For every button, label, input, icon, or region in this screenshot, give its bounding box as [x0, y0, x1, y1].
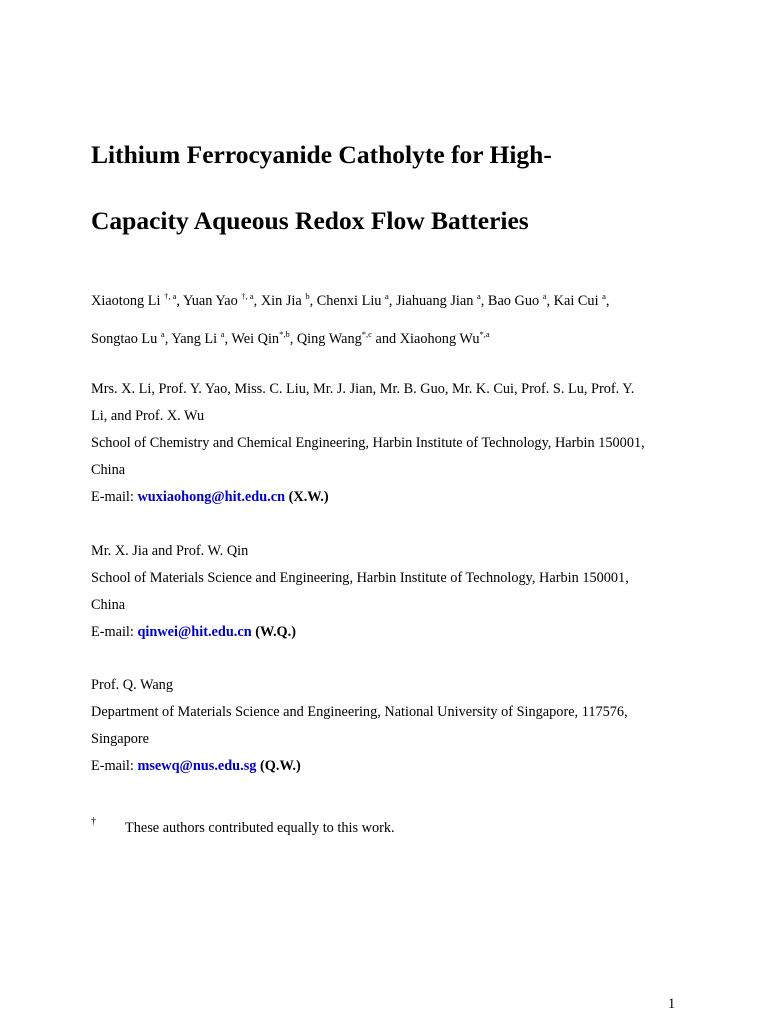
author-name: Yang Li	[171, 331, 218, 347]
footnote-text: These authors contributed equally to this work.	[125, 820, 395, 836]
author-mark: *,b	[279, 329, 290, 339]
email-label: E-mail:	[91, 624, 138, 640]
author-name: Wei Qin	[231, 331, 280, 347]
affiliation-people: Mr. X. Jia and Prof. W. Qin	[91, 543, 249, 559]
author-name: Chenxi Liu	[316, 293, 382, 309]
affiliation-email-line	[91, 490, 731, 504]
author-mark: a	[385, 291, 389, 301]
affiliation-institution: China	[91, 597, 126, 613]
author-name: Kai Cui	[553, 293, 599, 309]
author-mark: a	[476, 291, 481, 301]
author-name: Jiahuang Jian	[395, 293, 474, 309]
author-name: Xiaotong Li	[91, 293, 161, 309]
affiliation-institution: Singapore	[91, 731, 149, 747]
footnote-symbol: †	[91, 816, 96, 827]
author-mark: †, a	[164, 291, 177, 301]
affiliation-institution: China	[91, 462, 126, 478]
affiliation-people: Mrs. X. Li, Prof. Y. Yao, Miss. C. Liu, Mr. J. Jian, Mr. B. Guo, Mr. K. Cui, Prof. S. Lu, Prof. Y.	[91, 381, 635, 397]
affiliation-email-line	[91, 625, 731, 639]
email-initials: (Q.W.)	[256, 758, 301, 774]
author-name: Xiaohong Wu	[399, 331, 480, 347]
affiliation-institution: Department of Materials Science and Engineering, National University of Singapore, 117576,	[91, 704, 628, 720]
page-number: 1	[668, 996, 676, 1012]
author-mark: b	[305, 291, 310, 301]
author-mark: †, a	[241, 291, 254, 301]
paper-title-line-1: Lithium Ferrocyanide Catholyte for High-	[91, 140, 552, 169]
author-name: Songtao Lu	[91, 331, 158, 347]
author-name: Xin Jia	[260, 293, 302, 309]
affiliation-people: Prof. Q. Wang	[91, 677, 173, 693]
author-mark: a	[602, 291, 606, 301]
email-label: E-mail:	[91, 489, 138, 505]
affiliation-email-line	[91, 759, 731, 773]
affiliation-institution: School of Materials Science and Engineering, Harbin Institute of Technology, Harbin 150001,	[91, 570, 629, 586]
email-link[interactable]: wuxiaohong@hit.edu.cn	[137, 489, 286, 505]
email-initials: (W.Q.)	[251, 624, 297, 640]
paper-title-line-2: Capacity Aqueous Redox Flow Batteries	[91, 206, 529, 235]
author-mark: a	[220, 329, 225, 339]
email-initials: (X.W.)	[285, 489, 329, 505]
author-mark: a	[160, 329, 165, 339]
author-mark: *,c	[361, 329, 372, 339]
author-name: Bao Guo	[487, 293, 540, 309]
email-label: E-mail:	[91, 758, 138, 774]
email-link[interactable]: msewq@nus.edu.sg	[137, 758, 257, 774]
author-line-2: Songtao Lu $^a$, Yang Li $^a$, Wei Qin$^{*,b}$, Qing Wang$^{*,c}$ and Xiaohong $Wu^{*,a}$	[91, 329, 490, 347]
author-name: Qing Wang	[296, 331, 362, 347]
affiliation-people: Li, and Prof. X. Wu	[91, 408, 205, 424]
author-mark: a	[542, 291, 547, 301]
author-line-1: Xiaotong Li $^{\dagger, a}$, Yuan Yao $^{\dagger, a}$, Xin Jia $^b$, Chenxi Liu $^a$, Jiahuang Jian $^a$, Bao Guo $^a$, Kai Cui $^a$,	[91, 291, 610, 309]
author-name: Yuan Yao	[182, 293, 238, 309]
author-mark: *,a	[479, 329, 490, 339]
email-link[interactable]: qinwei@hit.edu.cn	[137, 624, 252, 640]
affiliation-institution: School of Chemistry and Chemical Engineering, Harbin Institute of Technology, Harbin 150001,	[91, 435, 645, 451]
